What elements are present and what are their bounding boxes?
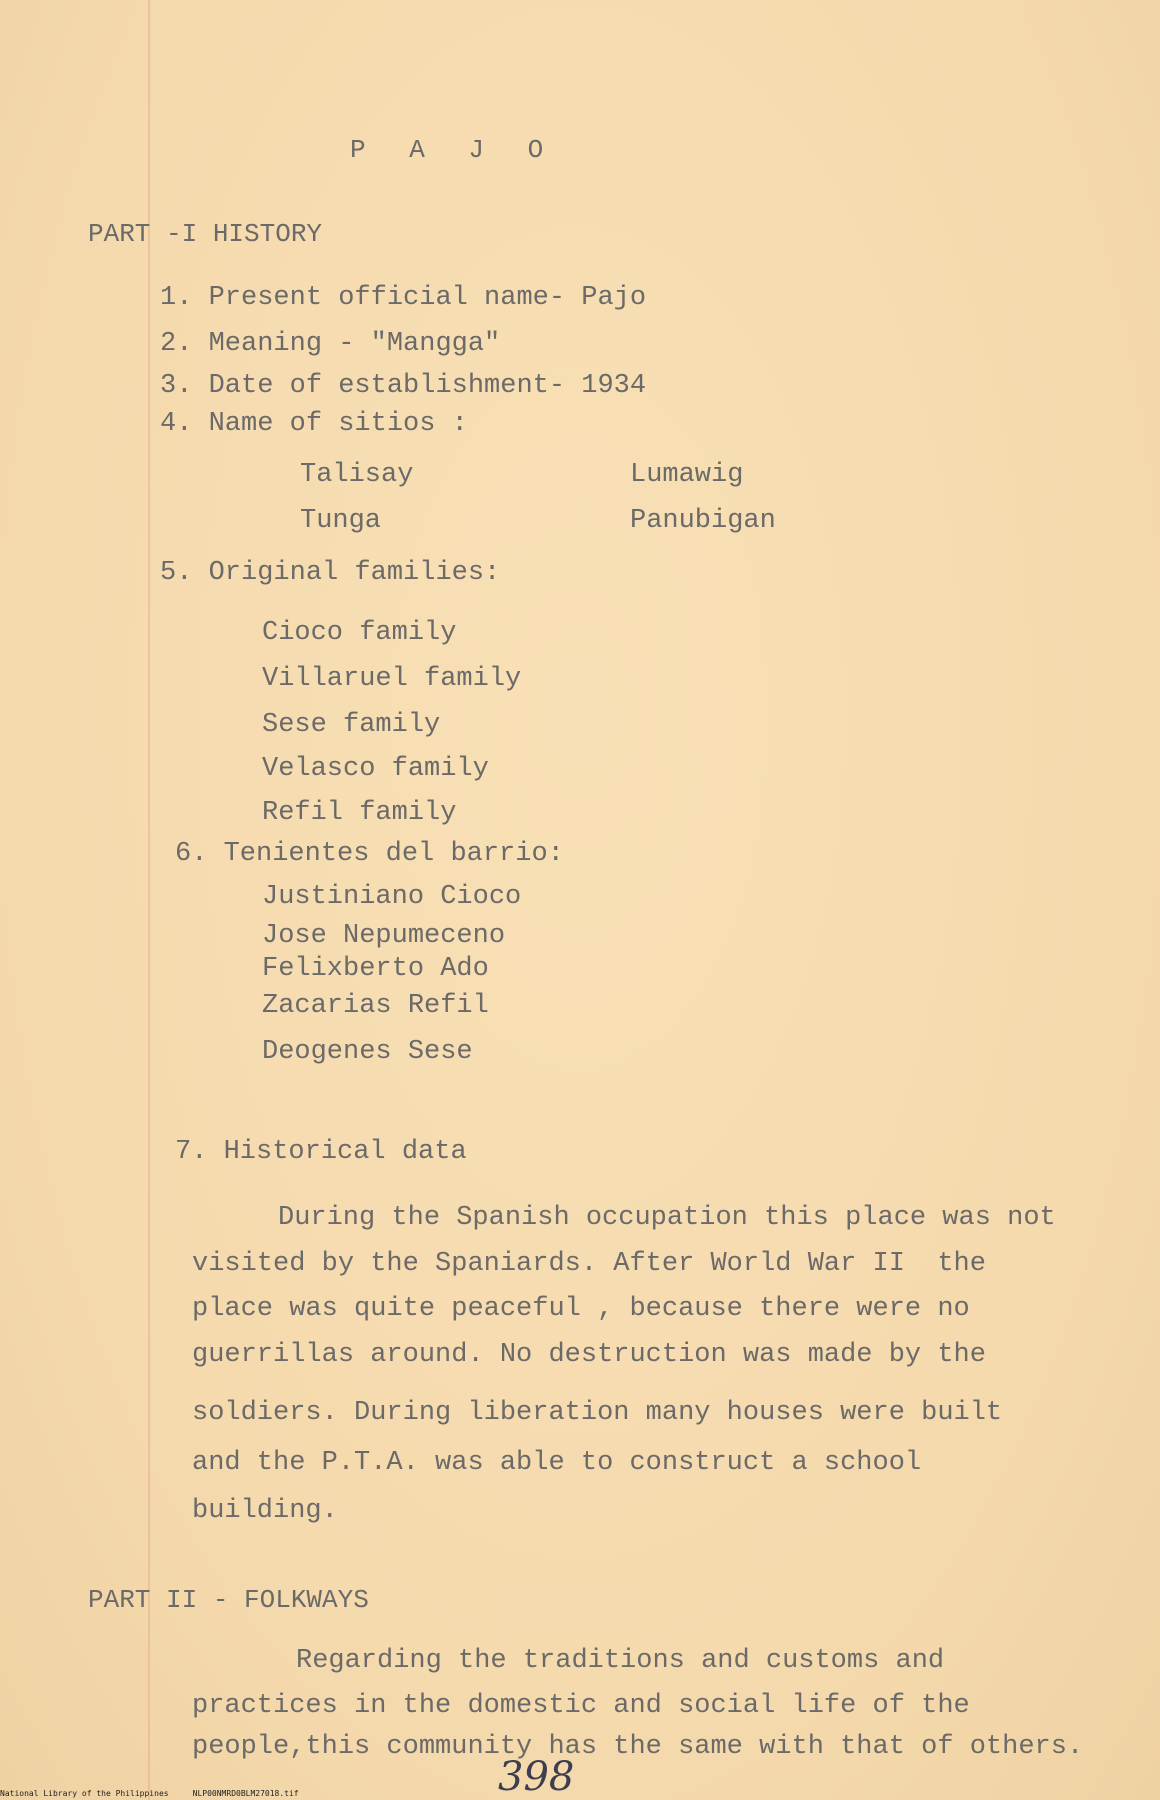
sitio-item: Panubigan: [630, 506, 776, 536]
part2-heading: PART II - FOLKWAYS: [88, 1585, 369, 1615]
teniente-item: Felixberto Ado: [262, 954, 489, 984]
folkways-line: Regarding the traditions and customs and: [296, 1646, 945, 1676]
teniente-item: Deogenes Sese: [262, 1037, 473, 1067]
history-line: and the P.T.A. was able to construct a school: [192, 1448, 922, 1478]
handwritten-page-number: 398: [498, 1754, 575, 1800]
sitio-item: Tunga: [300, 506, 382, 536]
history-line: place was quite peaceful , because there were no: [192, 1294, 970, 1324]
item-date-established: 3. Date of establishment- 1934: [160, 371, 647, 401]
history-line: guerrillas around. No destruction was made by the: [192, 1340, 986, 1370]
folkways-line: practices in the domestic and social life of the: [192, 1691, 970, 1721]
family-item: Cioco family: [262, 618, 457, 648]
item-original-families: 5. Original families:: [160, 558, 501, 588]
family-item: Sese family: [262, 710, 441, 740]
item-official-name: 1. Present official name- Pajo: [160, 283, 647, 313]
part1-heading: PART -I HISTORY: [88, 219, 323, 249]
history-line: visited by the Spaniards. After World War II the: [192, 1249, 986, 1279]
history-line: During the Spanish occupation this place was not: [278, 1203, 1056, 1233]
history-line: soldiers. During liberation many houses were built: [192, 1398, 1003, 1428]
history-line: building.: [192, 1496, 338, 1526]
teniente-item: Zacarias Refil: [262, 991, 489, 1021]
teniente-item: Jose Nepumeceno: [262, 921, 506, 951]
sitio-item: Talisay: [300, 460, 414, 490]
item-historical-data: 7. Historical data: [175, 1137, 467, 1167]
family-item: Refil family: [262, 798, 457, 828]
family-item: Velasco family: [262, 754, 489, 784]
item-meaning: 2. Meaning - "Mangga": [160, 329, 501, 359]
folkways-line: people,this community has the same with that of others.: [192, 1732, 1084, 1762]
family-item: Villaruel family: [262, 664, 522, 694]
item-sitios: 4. Name of sitios :: [160, 409, 468, 439]
archive-footer: National Library of the Philippines NLP00NMRD0BLM27018.tif: [0, 1789, 299, 1798]
item-tenientes: 6. Tenientes del barrio:: [175, 839, 564, 869]
margin-rule: [148, 0, 150, 1800]
teniente-item: Justiniano Cioco: [262, 882, 522, 912]
sitio-item: Lumawig: [630, 460, 744, 490]
document-title: P A J O: [350, 135, 558, 165]
